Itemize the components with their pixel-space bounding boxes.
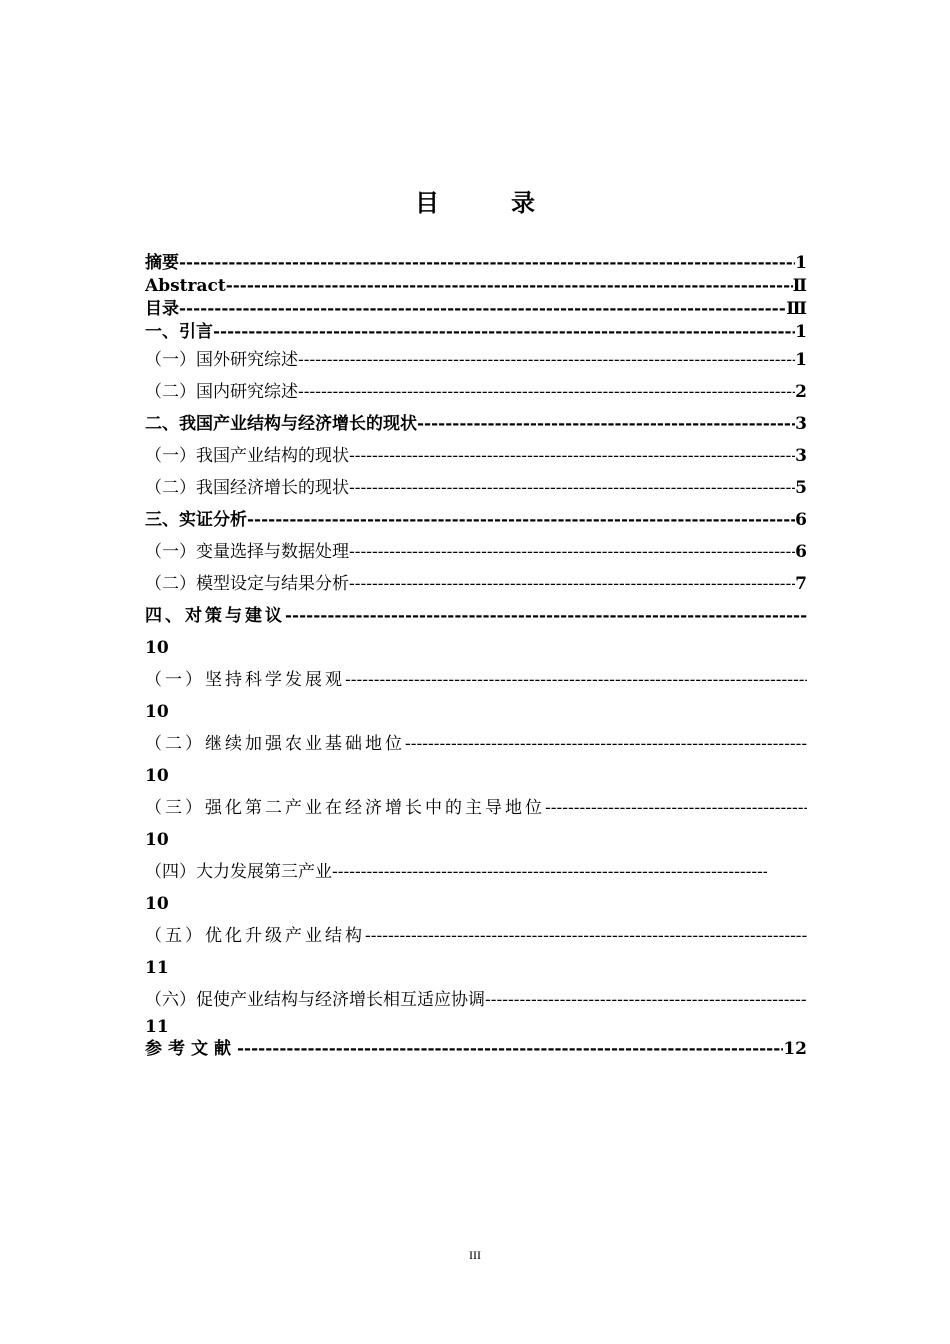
toc-entry-tertiary-industry[interactable] — [145, 856, 807, 888]
toc-page-number: 11 — [145, 958, 169, 978]
toc-leader — [247, 504, 795, 536]
toc-entry-variable-selection[interactable] — [145, 536, 807, 568]
toc-entry-references[interactable] — [145, 1038, 807, 1061]
toc-page-number: 10 — [145, 830, 169, 850]
toc-page-number: 10 — [145, 702, 169, 722]
toc-page-number: 7 — [795, 574, 807, 594]
toc-page-number: 10 — [145, 766, 169, 786]
toc-leader — [237, 1038, 783, 1061]
page-title: 目 录 — [415, 188, 559, 217]
toc-leader — [545, 792, 807, 824]
toc-entry-industry-structure[interactable] — [145, 440, 807, 472]
toc-leader — [213, 321, 795, 344]
toc-leader — [485, 984, 807, 1016]
toc-entry-foreign-review[interactable] — [145, 344, 807, 376]
toc-page-number: 2 — [795, 382, 807, 402]
toc-leader — [349, 568, 795, 600]
toc-entry-label: （二）国内研究综述 — [145, 382, 298, 402]
toc-entry-coordination[interactable] — [145, 984, 807, 1016]
toc-entry-label: （一）我国产业结构的现状 — [145, 446, 349, 466]
toc-page-number: 12 — [783, 1039, 807, 1059]
toc-leader — [365, 920, 807, 952]
page-footer-number: III — [469, 1248, 481, 1262]
toc-page-number: 6 — [795, 510, 807, 530]
toc-entry-domestic-review[interactable] — [145, 376, 807, 408]
toc-entry-economic-growth[interactable] — [145, 472, 807, 504]
toc-entry-label: （一）坚持科学发展观 — [145, 670, 345, 690]
toc-entry-agriculture[interactable] — [145, 728, 807, 760]
toc-leader — [349, 472, 795, 504]
toc-leader — [179, 298, 786, 321]
toc-entry-label: （二）我国经济增长的现状 — [145, 478, 349, 498]
toc-page-number: Ⅱ — [792, 276, 807, 296]
toc-entry-label: （六）促使产业结构与经济增长相互适应协调 — [145, 990, 485, 1010]
toc-entry-label: 参考文献 — [145, 1039, 237, 1059]
toc-entry-label: Abstract — [145, 276, 226, 296]
toc-page-number: 10 — [145, 638, 169, 658]
toc-leader — [349, 440, 795, 472]
toc-page-number: 1 — [795, 350, 807, 370]
toc-entry-label: （一）变量选择与数据处理 — [145, 542, 349, 562]
toc-leader — [417, 408, 795, 440]
toc-entry-optimize-structure[interactable] — [145, 920, 807, 952]
toc-entry-empirical-analysis[interactable] — [145, 504, 807, 536]
toc-entry-contents[interactable] — [145, 298, 807, 321]
toc-leader — [345, 664, 807, 696]
toc-entry-countermeasures[interactable] — [145, 600, 807, 632]
toc-page-number: 10 — [145, 894, 169, 914]
toc-page-number: 11 — [145, 1017, 169, 1037]
toc-entry-label: 三、实证分析 — [145, 510, 247, 530]
toc-page-number: 3 — [795, 414, 807, 434]
toc-entry-label: （二）继续加强农业基础地位 — [145, 734, 405, 754]
toc-entry-label: （四）大力发展第三产业 — [145, 862, 332, 882]
toc-entry-abstract-cn[interactable] — [145, 252, 807, 275]
toc-entry-secondary-industry[interactable] — [145, 792, 807, 824]
toc-page-number: 3 — [795, 446, 807, 466]
table-of-contents — [145, 252, 807, 1061]
toc-page-number: 5 — [795, 478, 807, 498]
toc-entry-label: 二、我国产业结构与经济增长的现状 — [145, 414, 417, 434]
toc-leader — [179, 252, 795, 275]
toc-entry-scientific-outlook[interactable] — [145, 664, 807, 696]
toc-entry-abstract-en[interactable] — [145, 275, 807, 298]
toc-entry-label: （二）模型设定与结果分析 — [145, 574, 349, 594]
toc-entry-label: 目录 — [145, 299, 179, 319]
toc-leader — [298, 344, 795, 376]
toc-page-number: 1 — [795, 253, 807, 273]
toc-page-number: 6 — [795, 542, 807, 562]
toc-entry-current-status[interactable] — [145, 408, 807, 440]
toc-entry-label: （三）强化第二产业在经济增长中的主导地位 — [145, 798, 545, 818]
toc-page-number: 1 — [795, 322, 807, 342]
toc-leader — [405, 728, 807, 760]
toc-leader — [226, 275, 793, 298]
toc-entry-label: 一、引言 — [145, 322, 213, 342]
toc-entry-introduction[interactable] — [145, 321, 807, 344]
toc-entry-label: 四、对策与建议 — [145, 606, 285, 626]
toc-entry-label: （五）优化升级产业结构 — [145, 926, 365, 946]
toc-leader — [349, 536, 795, 568]
toc-entry-model-setting[interactable] — [145, 568, 807, 600]
toc-entry-label: 摘要 — [145, 253, 179, 273]
toc-leader — [285, 600, 807, 632]
toc-leader — [332, 856, 767, 888]
toc-entry-label: （一）国外研究综述 — [145, 350, 298, 370]
toc-leader — [298, 376, 795, 408]
toc-page-number: Ⅲ — [786, 299, 807, 319]
